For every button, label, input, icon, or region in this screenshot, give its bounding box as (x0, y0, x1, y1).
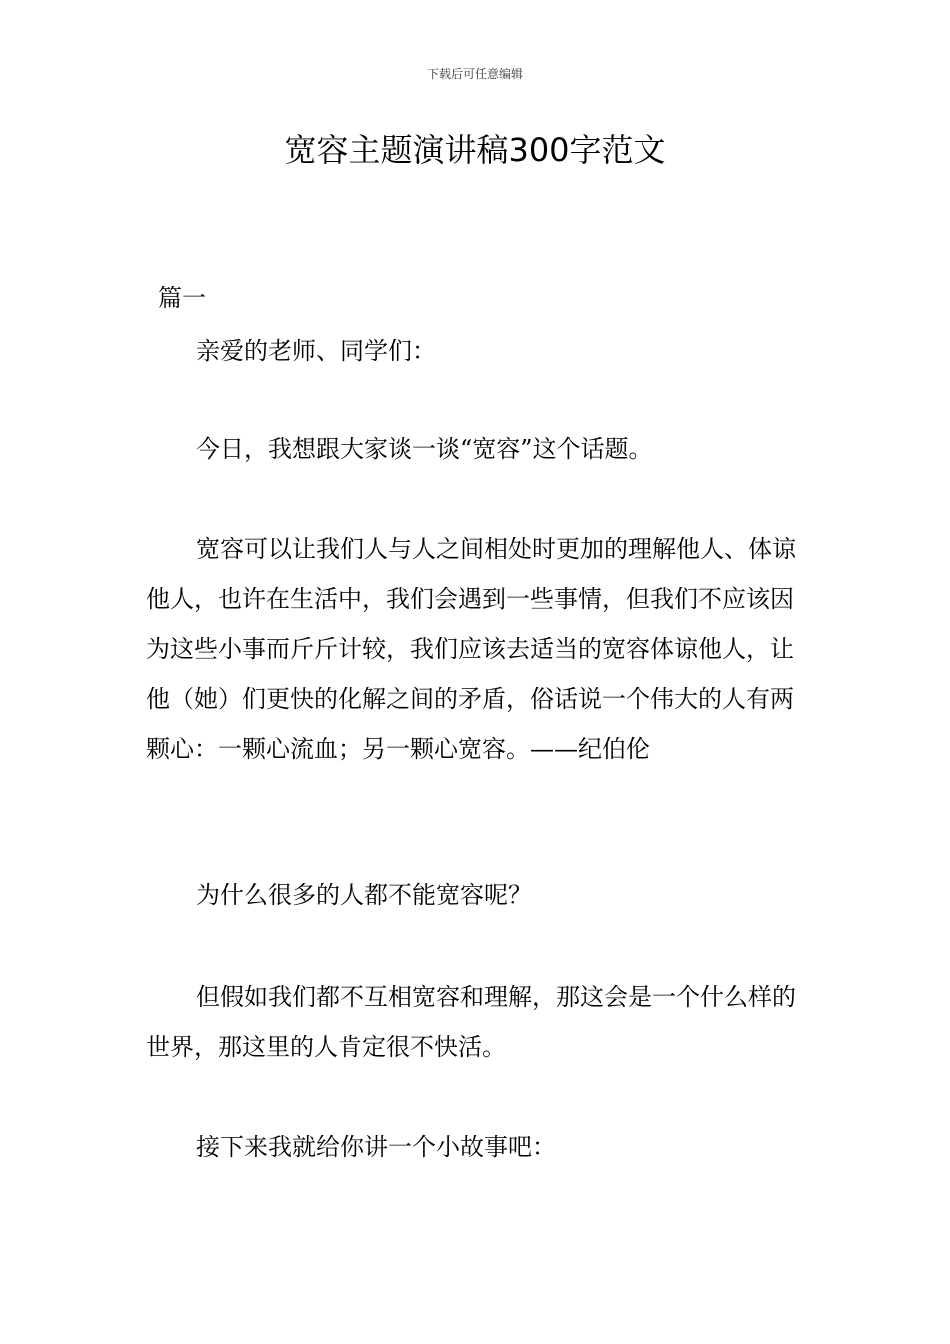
paragraph-consequence: 但假如我们都不互相宽容和理解，那这会是一个什么样的世界，那这里的人肯定很不快活。 (146, 983, 796, 1061)
document-title: 宽容主题演讲稿300字范文 (284, 131, 666, 169)
paragraph-story-intro: 接下来我就给你讲一个小故事吧： (196, 1133, 556, 1161)
paragraph-greeting: 亲爱的老师、同学们： (196, 337, 436, 365)
paragraph-tolerance: 宽容可以让我们人与人之间相处时更加的理解他人、体谅他人，也许在生活中，我们会遇到一些事情，但我们不应该因为这些小事而斤斤计较，我们应该去适当的宽容体谅他人，让他（她）们更快的化解之间的矛盾，俗话说一个伟大的人有两颗心：一颗心流血；另一颗心宽容。——纪伯伦 (146, 535, 796, 763)
section-label: 篇一 (158, 284, 206, 312)
header-note: 下载后可任意编辑 (426, 67, 523, 81)
paragraph-intro: 今日，我想跟大家谈一谈“宽容”这个话题。 (196, 435, 653, 463)
paragraph-question: 为什么很多的人都不能宽容呢？ (196, 881, 532, 909)
